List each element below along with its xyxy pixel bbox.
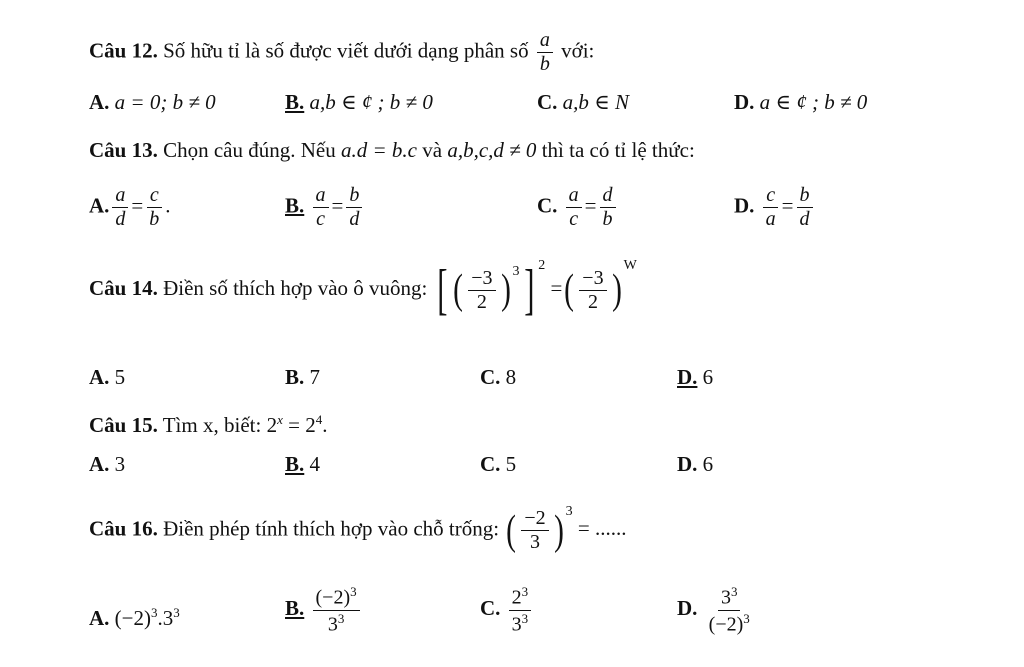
question-13: Câu 13. Chọn câu đúng. Nếu a.d = b.c và a,b,c,d ≠ 0 thì ta có tỉ lệ thức:: [89, 138, 695, 162]
question-12-text: Số hữu tỉ là số được viết dưới dạng phân số: [163, 38, 529, 63]
question-14-text: Điền số thích hợp vào ô vuông:: [163, 275, 428, 300]
q12-option-a[interactable]: A. a = 0; b ≠ 0: [89, 90, 216, 114]
question-13-text: Chọn câu đúng. Nếu: [163, 138, 336, 162]
question-14-label: Câu 14.: [89, 275, 158, 300]
question-15: [89, 412, 327, 438]
question-16-text: Điền phép tính thích hợp vào chỗ trống:: [163, 516, 500, 541]
question-14: [89, 257, 637, 321]
q13-option-c[interactable]: C. $\frac{a}{c}$ = $\frac{d}{b}$: [537, 185, 619, 230]
question-13-condition: a.d = b.c: [341, 138, 417, 162]
q12-option-d[interactable]: D. a ∈ ¢ ; b ≠ 0: [734, 90, 868, 114]
q14-option-c[interactable]: C. 8: [480, 365, 517, 389]
answer-box: W: [623, 257, 637, 273]
q16-option-a[interactable]: A. $(-2)^3.3^3$: [89, 605, 180, 630]
q13-option-b[interactable]: B. $\frac{a}{c}$ = $\frac{b}{d}$: [285, 185, 365, 230]
question-13-tail: thì ta có tỉ lệ thức:: [541, 138, 695, 162]
fraction-a-over-b: $\frac{a}{b}$: [537, 30, 553, 75]
question-13-label: Câu 13.: [89, 138, 158, 162]
question-16-expression: ( $\frac{-2}{3}$ ) $^3$ = ......: [506, 504, 627, 554]
q16-option-c[interactable]: C. $\frac{2^3}{3^3}$: [480, 585, 534, 635]
question-15-text: Tìm x, biết:: [162, 413, 262, 437]
question-12-tail: với:: [561, 38, 595, 63]
question-12: [89, 30, 594, 75]
q15-option-d[interactable]: D. 6: [677, 452, 714, 476]
q15-option-b[interactable]: B. 4: [285, 452, 321, 476]
question-15-label: Câu 15.: [89, 413, 158, 437]
q13-option-a[interactable]: A. $\frac{a}{d}$ = $\frac{c}{b}$ .: [89, 184, 171, 230]
q16-option-b[interactable]: B. $\frac{(-2)^3}{3^3}$: [285, 585, 363, 635]
question-15-equation: $2^x = 2^4$.: [266, 412, 328, 437]
q12-option-c[interactable]: C. a,b ∈ N: [537, 90, 629, 114]
question-12-label: Câu 12.: [89, 38, 158, 63]
q14-option-a[interactable]: A. 5: [89, 365, 126, 389]
q14-option-b[interactable]: B. 7: [285, 365, 321, 389]
question-16-label: Câu 16.: [89, 516, 158, 541]
question-14-expression: [ ( $\frac{-3}{2}$ ) $^3$] $^2$ =( $\frac{-3}{2}$ )$^W$: [436, 257, 637, 321]
q14-option-d[interactable]: D. 6: [677, 365, 714, 389]
question-16: [89, 504, 627, 554]
q12-option-b[interactable]: B. a,b ∈ ¢ ; b ≠ 0: [285, 90, 433, 114]
q13-option-d[interactable]: D. $\frac{c}{a}$ = $\frac{b}{d}$: [734, 185, 816, 230]
q15-option-c[interactable]: C. 5: [480, 452, 517, 476]
q16-option-d[interactable]: D. $\frac{3^3}{(-2)^3}$: [677, 584, 750, 636]
question-13-condition-2: a,b,c,d ≠ 0: [447, 138, 537, 162]
q15-option-a[interactable]: A. 3: [89, 452, 126, 476]
